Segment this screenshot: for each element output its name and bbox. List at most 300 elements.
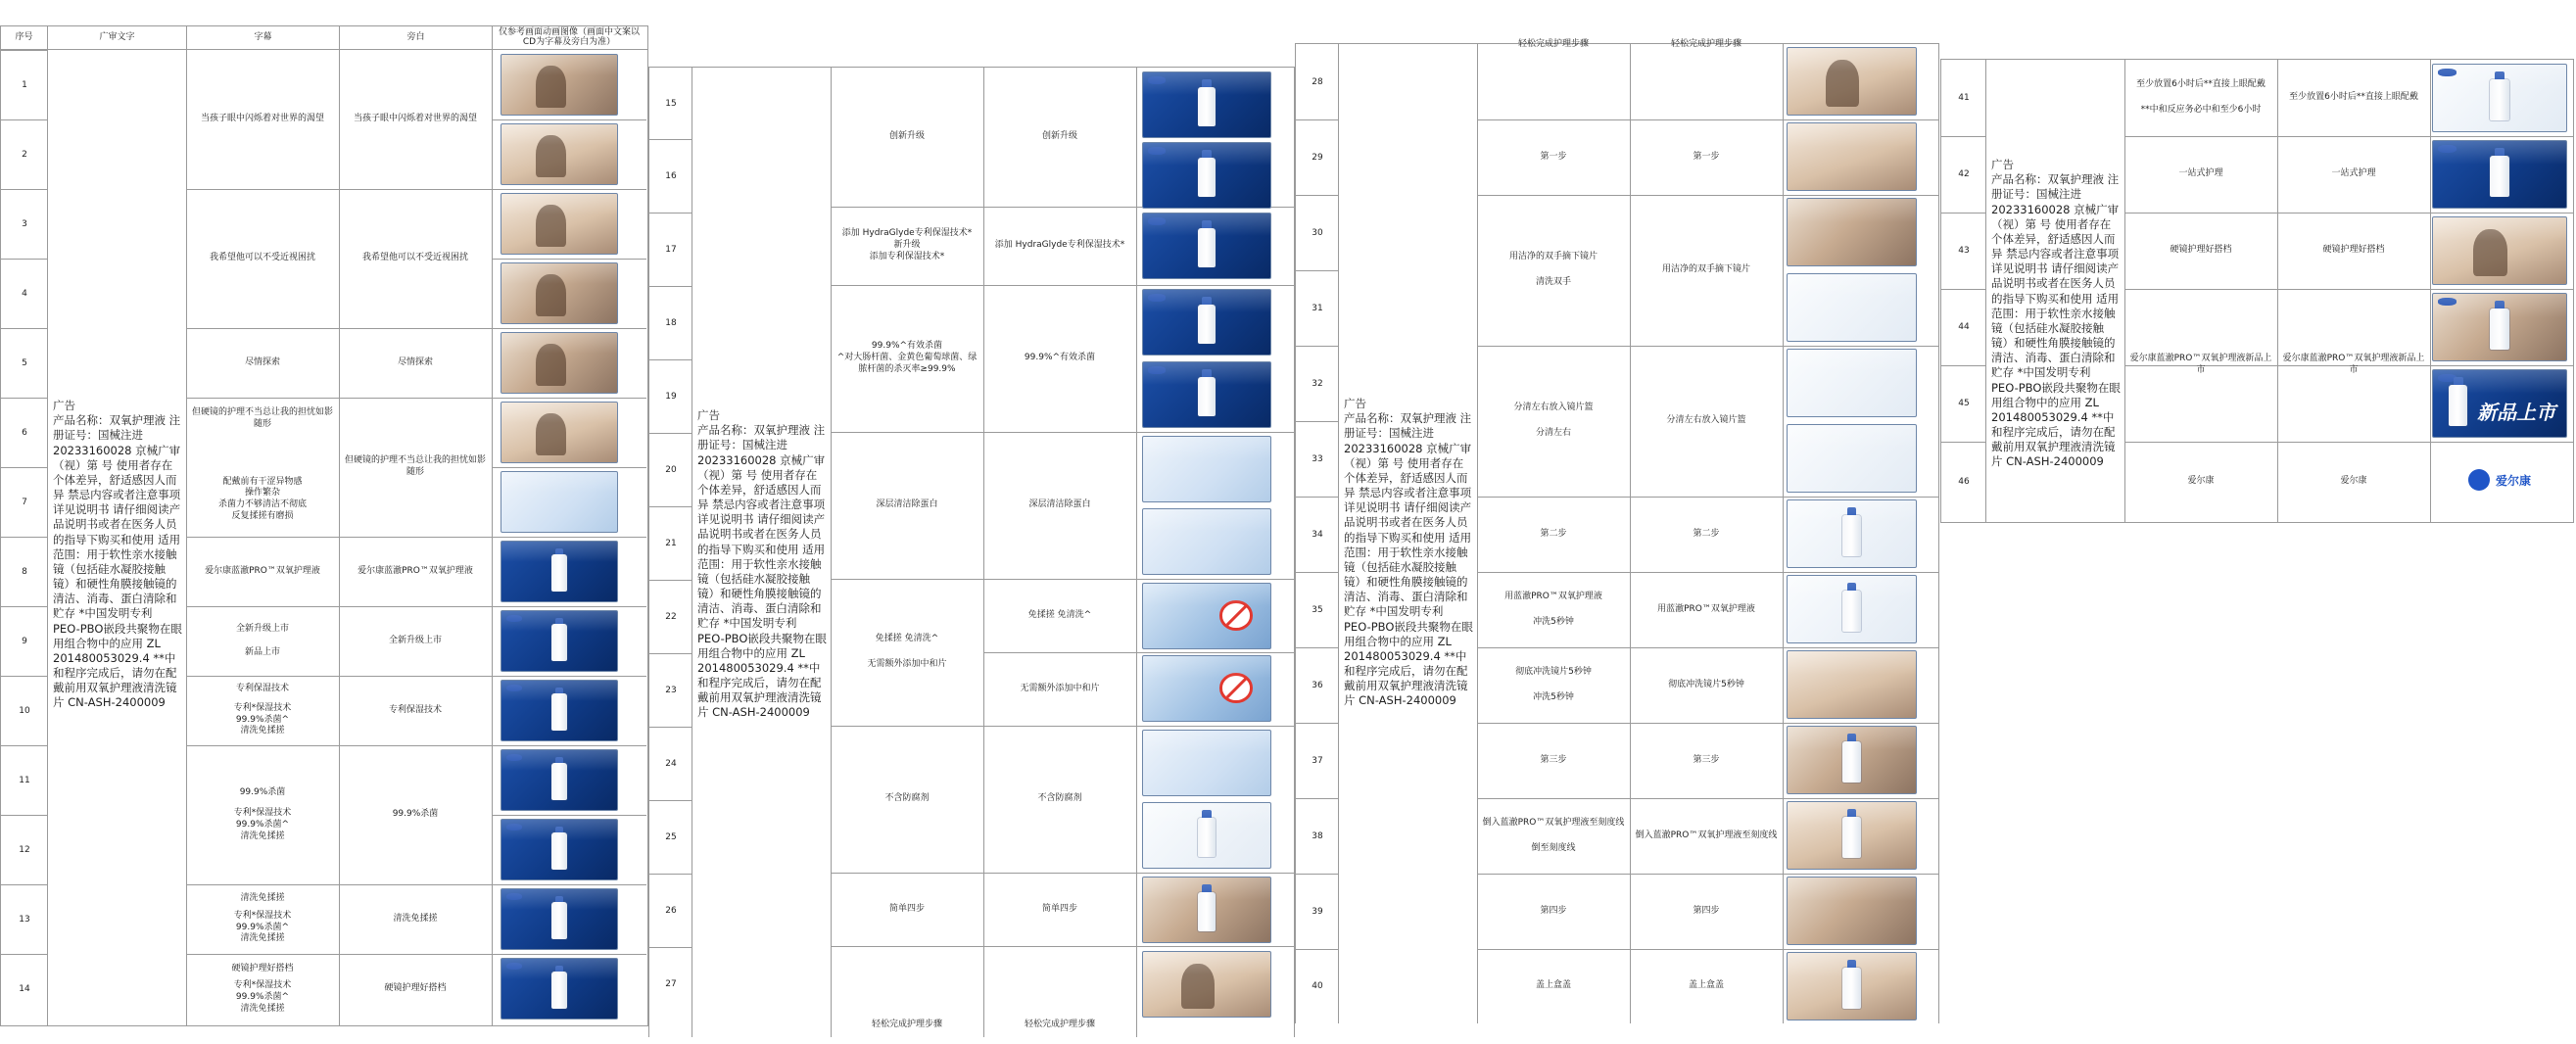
header-ad: 广审文字: [48, 25, 187, 49]
row-number: 26: [665, 905, 677, 916]
row-number: 34: [1312, 529, 1323, 540]
new-product-text: 新品上市: [2477, 401, 2556, 425]
panel-3: [1295, 39, 1939, 1023]
divider: [2430, 60, 2431, 522]
storyboard-image: [1787, 877, 1917, 945]
person-figure: [536, 205, 566, 247]
voiceover-cell: [339, 50, 492, 189]
voiceover-cell: [339, 398, 492, 537]
storyboard-image: [501, 749, 618, 811]
subtitle-text: 免揉搓 免清洗^: [875, 634, 939, 644]
row-number: 41: [1958, 93, 1970, 103]
subtitle-text: 第二步: [1540, 528, 1567, 539]
voiceover-cell: [1630, 723, 1783, 798]
voiceover-text: 第四步: [1693, 905, 1720, 916]
subtitle-text: 99.9%杀菌^: [235, 714, 290, 725]
row-number: 45: [1958, 399, 1970, 408]
subtitle-cell: [186, 884, 339, 954]
subtitle-cell: [186, 954, 339, 1024]
subtitle-text: 99.9%杀菌: [239, 786, 286, 797]
voiceover-cell: [2277, 60, 2430, 136]
bottle-icon: [1198, 228, 1216, 268]
storyboard-image: [501, 123, 618, 185]
row-line: [492, 884, 646, 885]
no-sign-icon: [1219, 673, 1253, 702]
bottle-icon: [1842, 591, 1860, 632]
no-sign-icon: [1219, 600, 1253, 630]
subtitle-text: 反复揉搓有磨损: [231, 510, 294, 521]
subtitle-text: 用蓝澈PRO™双氧护理液: [1504, 591, 1602, 601]
voiceover-cell: [339, 189, 492, 328]
brand-logo-icon: [506, 893, 523, 900]
voiceover-text: 用洁净的双手摘下镜片: [1661, 264, 1750, 275]
row-line: [492, 745, 646, 746]
subtitle-text: 深层清洁除蛋白: [876, 499, 938, 510]
subtitle-text: 盖上盒盖: [1535, 980, 1571, 991]
panel-4: [1940, 59, 2574, 523]
subtitle-text: ^对大肠杆菌、金黄色葡萄球菌、绿脓杆菌的杀灭率≥99.9%: [836, 353, 978, 374]
bottle-icon: [1842, 515, 1860, 556]
panel-2: [648, 67, 1295, 1037]
subtitle-text: 专利*保湿技术: [233, 808, 292, 819]
subtitle-text: 添加专利保湿技术*: [869, 251, 945, 261]
row-number: 30: [1312, 227, 1323, 238]
divider: [1136, 68, 1137, 1037]
bottle-icon: [551, 624, 568, 661]
voiceover-text: 清洗免揉搓: [393, 913, 438, 924]
brand-logo-icon: [506, 754, 523, 761]
row-number: 1: [22, 79, 27, 90]
subtitle-text: 但硬镜的护理不当总让我的担忧如影随形: [191, 407, 333, 429]
subtitle-text: 尽情探索: [244, 356, 280, 367]
bottle-icon: [551, 832, 568, 870]
subtitle-text: 新品上市: [244, 646, 280, 657]
voiceover-text: 轻松完成护理步骤: [1024, 1020, 1095, 1030]
voiceover-text: 99.9%杀菌: [392, 809, 439, 820]
row-number: 32: [1312, 378, 1323, 389]
subtitle-text: 创新升级: [888, 131, 925, 142]
subtitle-text: 爱尔康: [2187, 476, 2215, 487]
subtitle-text: 第一步: [1540, 151, 1567, 162]
row-number: 6: [22, 427, 27, 438]
voiceover-text: 盖上盒盖: [1688, 980, 1724, 991]
storyboard-image: [501, 193, 618, 255]
subtitle-text: 爱尔康蓝澈PRO™双氧护理液: [205, 565, 320, 576]
subtitle-text: 爱尔康蓝澈PRO™双氧护理液新品上市: [2129, 354, 2272, 375]
subtitle-text: 清洗免揉搓: [240, 1003, 285, 1014]
storyboard-image: [1142, 583, 1271, 649]
row-number: 42: [1958, 169, 1970, 179]
subtitle-cell: [2124, 289, 2277, 442]
row-line: [492, 259, 646, 260]
storyboard-image: [501, 610, 618, 672]
subtitle-cell: [1477, 572, 1630, 647]
storyboard-image: [2432, 216, 2567, 285]
storyboard-image: [1787, 273, 1917, 342]
row-number: 17: [665, 244, 677, 255]
bottle-icon: [1198, 377, 1216, 417]
storyboard-image: [1787, 499, 1917, 568]
bottle-icon: [2490, 308, 2508, 350]
bottle-icon: [1198, 892, 1216, 932]
subtitle-text: 无需额外添加中和片: [867, 659, 947, 669]
storyboard-image: [501, 541, 618, 602]
storyboard-image: [1787, 575, 1917, 643]
storyboard-image: [1142, 951, 1271, 1018]
row-number: 25: [665, 831, 677, 842]
row-number: 4: [22, 288, 27, 299]
bottle-icon: [2449, 385, 2467, 426]
subtitle-cell: [186, 50, 339, 189]
storyboard-image: [501, 680, 618, 741]
subtitle-text: 分清左右: [1535, 428, 1571, 438]
row-number: 18: [665, 317, 677, 328]
subtitle-text: 轻松完成护理步骤: [1517, 39, 1589, 50]
row-number: 29: [1312, 152, 1323, 163]
voiceover-text: 分清左右放入镜片篮: [1666, 415, 1746, 426]
brand-logo-icon: [1148, 294, 1166, 302]
row-number: 7: [22, 497, 27, 507]
bottle-icon: [551, 902, 568, 939]
ad-copy: 广告 产品名称：双氧护理液 注册证号：国械注进20233160028 京械广审（视）第 号 使用者存在个体差异，舒适感因人而异 禁忌内容或者注意事项详见说明书 请仔细阅读产品说明书或者在医务人员的指导下购买和使用 适用范围：用于软性亲水接触镜（包括硅水凝胶接触镜）和硬性角膜接触镜的清洁、消毒、蛋白清除和贮存 *中国发明专利 PEO-PBO嵌段共聚物在眼用组合物中的应用 ZL 201480053029.4 **中和程序完成后，请勿在配戴前用双氧护理液清洗镜片 CN-ASH-2400009: [1991, 158, 2121, 469]
bottle-icon: [2490, 156, 2508, 197]
subtitle-text: 轻松完成护理步骤: [871, 1020, 942, 1030]
voiceover-text: 无需额外添加中和片: [1020, 683, 1100, 693]
voiceover-text: 倒入蓝澈PRO™双氧护理液至刻度线: [1635, 830, 1778, 840]
bottle-icon: [1198, 158, 1216, 198]
voiceover-text: 我希望他可以不受近视困扰: [361, 253, 468, 263]
brand-logo-icon: [506, 685, 523, 691]
storyboard-image: [501, 262, 618, 324]
storyboard-image: [1787, 952, 1917, 1020]
ad-copy: 广告 产品名称：双氧护理液 注册证号：国械注进20233160028 京械广审（视）第 号 使用者存在个体差异，舒适感因人而异 禁忌内容或者注意事项详见说明书 请仔细阅读产品说明书或者在医务人员的指导下购买和使用 适用范围：用于软性亲水接触镜（包括硅水凝胶接触镜）和硬性角膜接触镜的清洁、消毒、蛋白清除和贮存 *中国发明专利 PEO-PBO嵌段共聚物在眼用组合物中的应用 ZL 201480053029.4 **中和程序完成后，请勿在配戴前用双氧护理液清洗镜片 CN-ASH-2400009: [1344, 397, 1473, 708]
bottle-icon: [551, 972, 568, 1009]
voiceover-text: 但硬镜的护理不当总让我的担忧如影随形: [344, 455, 486, 477]
row-number: 16: [665, 170, 677, 181]
voiceover-cell: [983, 652, 1136, 726]
storyboard-image: [1787, 198, 1917, 266]
row-number: 36: [1312, 680, 1323, 690]
brand-logo-icon: [506, 615, 523, 622]
subtitle-text: 不含防腐剂: [884, 793, 930, 804]
subtitle-cell: [1477, 874, 1630, 949]
subtitle-text: 99.9%杀菌^: [235, 992, 290, 1002]
row-line: [492, 676, 646, 677]
row-number: 5: [22, 357, 27, 368]
subtitle-text: 专利*保湿技术: [233, 910, 292, 921]
brand-logo: [2468, 469, 2531, 491]
brand-logo-icon: [506, 963, 523, 970]
voiceover-text: 爱尔康蓝澈PRO™双氧护理液新品上市: [2282, 354, 2425, 375]
voiceover-text: 轻松完成护理步骤: [1670, 39, 1741, 50]
storyboard-image: [1787, 47, 1917, 116]
voiceover-text: 硬镜护理好搭档: [384, 983, 447, 994]
voiceover-cell: [2277, 289, 2430, 442]
subtitle-text: 用洁净的双手摘下镜片: [1508, 252, 1598, 262]
subtitle-text: 硬镜护理好搭档: [231, 963, 294, 973]
row-number: 19: [665, 391, 677, 402]
bottle-icon: [1842, 817, 1860, 858]
brand-logo-icon: [2438, 374, 2457, 382]
subtitle-cell: [186, 398, 339, 467]
row-number: 13: [19, 914, 30, 925]
row-number: 2: [22, 149, 27, 160]
voiceover-text: 至少放置6小时后**直接上眼配戴: [2289, 92, 2418, 103]
row-number: 20: [665, 464, 677, 475]
subtitle-cell: [2124, 213, 2277, 289]
storyboard-image: [1142, 802, 1271, 869]
storyboard-image: [501, 888, 618, 950]
storyboard-image: [1142, 436, 1271, 502]
header-visual: 仅参考画面动画图像（画面中文案以CD为字幕及旁白为准）: [498, 26, 640, 47]
subtitle-text: 分清左右放入镜片篮: [1513, 403, 1594, 413]
header-voiceover: 旁白: [340, 25, 493, 49]
row-line: [492, 328, 646, 329]
voiceover-cell: [983, 68, 1136, 207]
voiceover-cell: [339, 884, 492, 954]
row-number: 35: [1312, 604, 1323, 615]
row-number: 31: [1312, 303, 1323, 313]
voiceover-cell: [983, 726, 1136, 873]
person-figure: [536, 413, 566, 455]
divider: [492, 25, 493, 1025]
voiceover-cell: [2277, 213, 2430, 289]
subtitle-cell: [186, 328, 339, 398]
bottle-icon: [551, 693, 568, 731]
storyboard-image: [1142, 213, 1271, 279]
child-figure: [536, 66, 566, 108]
divider: [1783, 44, 1784, 1023]
storyboard-image: [1787, 726, 1917, 794]
subtitle-text: 全新升级上市: [235, 623, 289, 634]
storyboard-image: [1787, 650, 1917, 719]
row-line: [492, 537, 646, 538]
row-number: 8: [22, 566, 27, 577]
voiceover-text: 彻底冲洗镜片5秒钟: [1668, 679, 1744, 689]
storyboard-image: [1142, 877, 1271, 943]
voiceover-text: 一站式护理: [2331, 168, 2376, 179]
subtitle-cell: [831, 68, 983, 207]
row-number: 14: [19, 984, 30, 994]
bottle-icon: [1198, 818, 1216, 858]
subtitle-text: 倒至刻度线: [1531, 842, 1576, 853]
subtitle-cell: [831, 285, 983, 432]
subtitle-cell: [831, 873, 983, 946]
subtitle-cell: [186, 676, 339, 745]
subtitle-cell: [186, 462, 339, 537]
voiceover-text: 创新升级: [1041, 131, 1077, 142]
voiceover-cell: [1630, 346, 1783, 497]
subtitle-text: 硬镜护理好搭档: [2170, 245, 2232, 256]
subtitle-text: 99.9%杀菌^: [235, 922, 290, 932]
storyboard-image: [1787, 122, 1917, 191]
subtitle-cell: [831, 432, 983, 579]
row-line: [831, 946, 1294, 947]
row-line: [492, 189, 646, 190]
bottle-icon: [1842, 741, 1860, 783]
subtitle-text: 杀菌力不够清洁不彻底: [217, 499, 307, 509]
voiceover-text: 当孩子眼中闪烁着对世界的渴望: [353, 114, 477, 124]
row-line: [492, 398, 646, 399]
subtitle-text: 一站式护理: [2178, 168, 2223, 179]
storyboard-image: [2432, 369, 2567, 438]
storyboard-image: [1142, 289, 1271, 356]
subtitle-cell: [1477, 497, 1630, 572]
subtitle-text: 专利保湿技术: [235, 684, 289, 694]
row-line: [492, 606, 646, 607]
subtitle-text: 配戴前有干涩异物感: [222, 476, 303, 487]
voiceover-text: 不含防腐剂: [1037, 793, 1082, 804]
subtitle-cell: [2124, 442, 2277, 522]
voiceover-text: 第二步: [1693, 528, 1720, 539]
storyboard-image: [1142, 142, 1271, 209]
row-number: 22: [665, 611, 677, 622]
row-number: 24: [665, 758, 677, 769]
subtitle-cell: [2124, 60, 2277, 136]
storyboard-image: [1787, 349, 1917, 417]
subtitle-text: 专利*保湿技术: [233, 702, 292, 713]
subtitle-cell: [831, 207, 983, 285]
subtitle-cell: [186, 189, 339, 328]
subtitle-text: 彻底冲洗镜片5秒钟: [1515, 666, 1592, 677]
row-number: 12: [19, 844, 30, 855]
voiceover-cell: [983, 432, 1136, 579]
brand-logo-icon: [2438, 298, 2457, 306]
voiceover-cell: [983, 579, 1136, 652]
ad-copy: 广告 产品名称：双氧护理液 注册证号：国械注进20233160028 京械广审（视）第 号 使用者存在个体差异，舒适感因人而异 禁忌内容或者注意事项详见说明书 请仔细阅读产品说明书或者在医务人员的指导下购买和使用 适用范围：用于软性亲水接触镜（包括硅水凝胶接触镜）和硬性角膜接触镜的清洁、消毒、蛋白清除和贮存 *中国发明专利 PEO-PBO嵌段共聚物在眼用组合物中的应用 ZL 201480053029.4 **中和程序完成后，请勿在配戴前用双氧护理液清洗镜片 CN-ASH-2400009: [53, 399, 182, 710]
subtitle-text: 简单四步: [888, 903, 925, 914]
voiceover-text: 简单四步: [1041, 903, 1077, 914]
subtitle-text: 第四步: [1540, 905, 1567, 916]
voiceover-text: 爱尔康: [2340, 476, 2367, 487]
brand-logo-icon: [1148, 147, 1166, 155]
voiceover-cell: [983, 285, 1136, 432]
voiceover-text: 尽情探索: [397, 356, 433, 367]
bottle-icon: [551, 763, 568, 800]
voiceover-cell: [1630, 798, 1783, 874]
voiceover-text: 第一步: [1693, 151, 1720, 162]
bottle-icon: [1198, 87, 1216, 127]
storyboard-image: [1142, 361, 1271, 428]
row-number: 43: [1958, 246, 1970, 256]
row-number: 23: [665, 685, 677, 695]
voiceover-text: 硬镜护理好搭档: [2322, 245, 2385, 256]
subtitle-text: **中和反应务必中和至少6小时: [2140, 105, 2262, 115]
voiceover-cell: [339, 745, 492, 884]
subtitle-text: 添加 HydraGlyde专利保湿技术*: [841, 228, 973, 239]
header-subtitle: 字幕: [187, 25, 340, 49]
child-figure: [536, 135, 566, 177]
subtitle-text: 清洗免揉搓: [240, 933, 285, 944]
subtitle-text: 新升级: [893, 240, 921, 251]
subtitle-text: 至少放置6小时后**直接上眼配戴: [2136, 79, 2266, 90]
voiceover-text: 免揉搓 免清洗^: [1027, 609, 1092, 620]
subtitle-cell: [831, 1016, 983, 1035]
row-number: 3: [22, 218, 27, 229]
voiceover-cell: [339, 606, 492, 676]
row-line: [492, 467, 646, 468]
subtitle-text: 清洗免揉搓: [240, 830, 285, 841]
brand-logo-icon: [1148, 217, 1166, 225]
storyboard-image: [501, 402, 618, 463]
subtitle-text: 冲洗5秒钟: [1533, 691, 1574, 702]
subtitle-text: 99.9%^有效杀菌: [871, 341, 943, 352]
header-num: 序号: [1, 25, 48, 49]
voiceover-cell: [1630, 38, 1783, 52]
subtitle-cell: [1477, 949, 1630, 1023]
subtitle-cell: [831, 579, 983, 726]
row-number: 9: [22, 636, 27, 646]
voiceover-cell: [1630, 119, 1783, 195]
storyboard-image: [2432, 293, 2567, 361]
voiceover-cell: [983, 1016, 1136, 1035]
subtitle-text: 清洗双手: [1535, 277, 1571, 287]
subtitle-text: 专利*保湿技术: [233, 980, 292, 991]
storyboard-image: [1142, 730, 1271, 796]
row-line: [492, 954, 646, 955]
subtitle-text: 第三步: [1540, 754, 1567, 765]
subtitle-text: 清洗免揉搓: [240, 893, 285, 904]
voiceover-cell: [339, 676, 492, 745]
row-number: 37: [1312, 755, 1323, 766]
voiceover-text: 爱尔康蓝澈PRO™双氧护理液: [358, 565, 473, 576]
voiceover-cell: [1630, 497, 1783, 572]
subtitle-cell: [186, 537, 339, 606]
panel-1: [0, 25, 648, 1026]
brand-logo-icon: [506, 824, 523, 830]
subtitle-cell: [1477, 647, 1630, 723]
subtitle-cell: [1477, 195, 1630, 346]
voiceover-cell: [1630, 195, 1783, 346]
row-number: 38: [1312, 830, 1323, 841]
storyboard-image: [1142, 655, 1271, 722]
subtitle-cell: [831, 726, 983, 873]
subtitle-cell: [1477, 119, 1630, 195]
voiceover-cell: [2277, 136, 2430, 213]
storyboard-image: [2432, 446, 2567, 514]
row-number: 27: [665, 978, 677, 989]
row-number: 21: [665, 538, 677, 548]
storyboard-image: [501, 471, 618, 533]
row-number: 10: [19, 705, 30, 716]
brand-logo-icon: [1148, 366, 1166, 374]
brand-logo-icon: [1148, 76, 1166, 84]
child-figure: [2473, 229, 2507, 276]
subtitle-text: 冲洗5秒钟: [1533, 616, 1574, 627]
subtitle-cell: [1477, 798, 1630, 874]
person-figure: [536, 344, 566, 386]
storyboard-image: [1787, 424, 1917, 493]
voiceover-cell: [339, 328, 492, 398]
voiceover-text: 99.9%^有效杀菌: [1024, 353, 1096, 363]
storyboard-image: [2432, 64, 2567, 132]
voiceover-cell: [983, 207, 1136, 285]
voiceover-text: 专利保湿技术: [388, 704, 442, 715]
voiceover-cell: [339, 954, 492, 1024]
bottle-icon: [2490, 79, 2508, 120]
voiceover-cell: [1630, 572, 1783, 647]
row-number: 33: [1312, 453, 1323, 464]
row-number: 39: [1312, 906, 1323, 917]
storyboard-image: [501, 332, 618, 394]
storyboard-image: [501, 819, 618, 880]
row-number: 15: [665, 98, 677, 109]
voiceover-text: 全新升级上市: [388, 635, 442, 645]
voiceover-cell: [1630, 874, 1783, 949]
voiceover-cell: [1630, 647, 1783, 723]
row-line: [492, 119, 646, 120]
table-header: [1, 25, 647, 50]
